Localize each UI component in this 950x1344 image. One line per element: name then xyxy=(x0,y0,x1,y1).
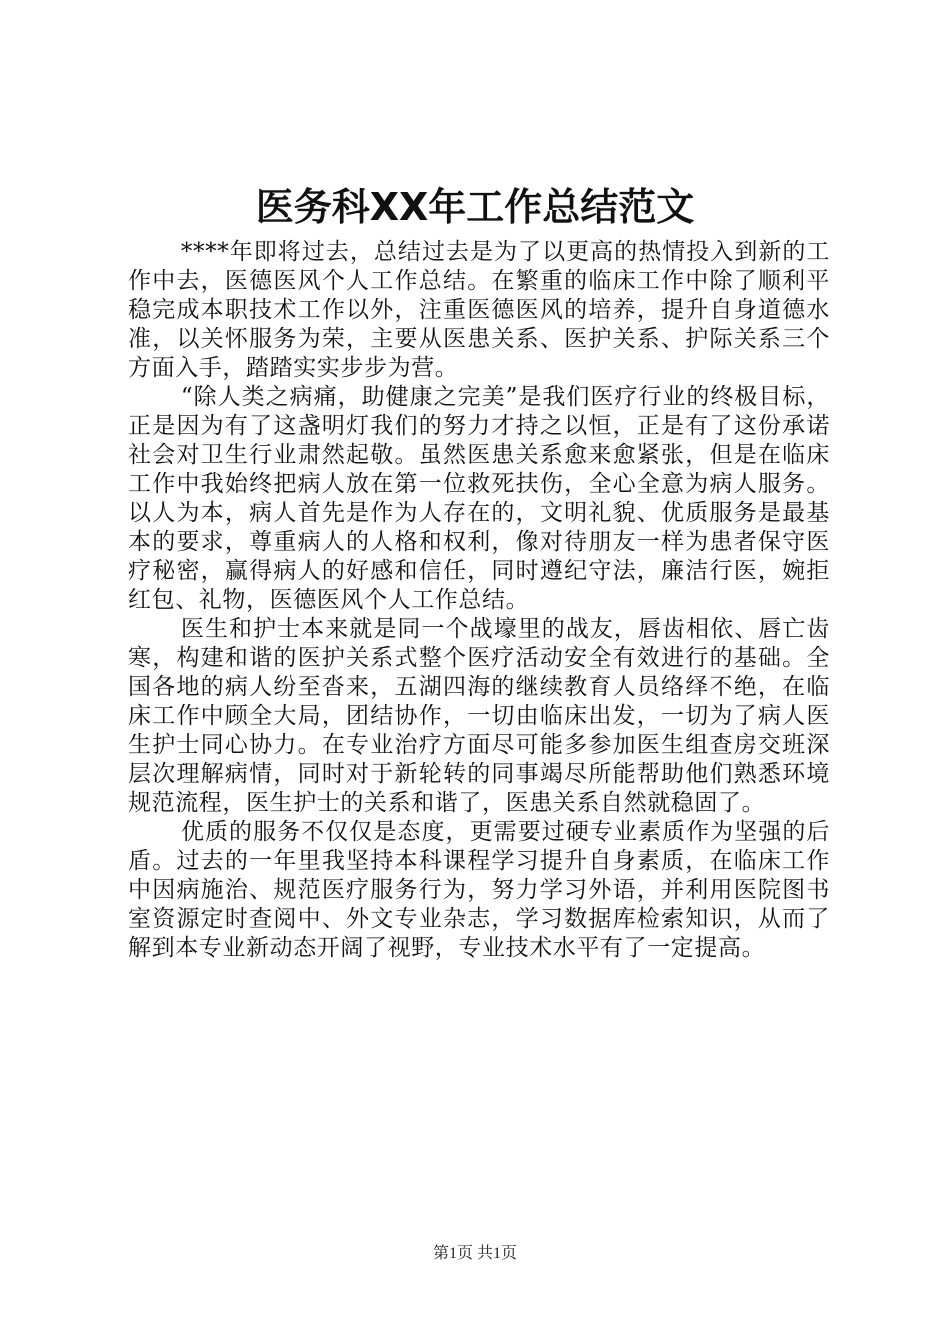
document-title: 医务科XX年工作总结范文 xyxy=(255,185,695,229)
document-body xyxy=(128,238,830,963)
paragraph-3: 医生和护士本来就是同一个战壕里的战友，唇齿相依、唇亡齿寒，构建和谐的医护关系式整个医疗活动安全有效进行的基础。全国各地的病人纷至沓来，五湖四海的继续教育人员络绎不绝，在临床工作中顾全大局，团结协作，一切由临床出发，一切为了病人医生护士同心协力。在专业治疗方面尽可能多参加医生组查房交班深层次理解病情，同时对于新轮转的同事竭尽所能帮助他们熟悉环境规范流程，医生护士的关系和谐了，医患关系自然就稳固了。 xyxy=(128,616,830,816)
page-number-footer: 第1页 共1页 xyxy=(432,1245,517,1262)
paragraph-4: 优质的服务不仅仅是态度，更需要过硬专业素质作为坚强的后盾。过去的一年里我坚持本科课程学习提升自身素质，在临床工作中因病施治、规范医疗服务行为，努力学习外语，并利用医院图书室资源定时查阅中、外文专业杂志，学习数据库检索知识，从而了解到本专业新动态开阔了视野，专业技术水平有了一定提高。 xyxy=(128,819,830,961)
paragraph-2: “除人类之病痛，助健康之完美”是我们医疗行业的终极目标，正是因为有了这盏明灯我们的努力才持之以恒，正是有了这份承诺社会对卫生行业肃然起敬。虽然医患关系愈来愈紧张，但是在临床工作中我始终把病人放在第一位救死扶伤，全心全意为病人服务。以人为本，病人首先是作为人存在的，文明礼貌、优质服务是最基本的要求，尊重病人的人格和权利，像对待朋友一样为患者保守医疗秘密，赢得病人的好感和信任，同时遵纪守法，廉洁行医，婉拒红包、礼物，医德医风个人工作总结。 xyxy=(128,384,830,613)
paragraph-1: ****年即将过去，总结过去是为了以更高的热情投入到新的工作中去，医德医风个人工作总结。在繁重的临床工作中除了顺利平稳完成本职技术工作以外，注重医德医风的培养，提升自身道德水准，以关怀服务为荣，主要从医患关系、医护关系、护际关系三个方面入手，踏踏实实步步为营。 xyxy=(128,239,830,381)
